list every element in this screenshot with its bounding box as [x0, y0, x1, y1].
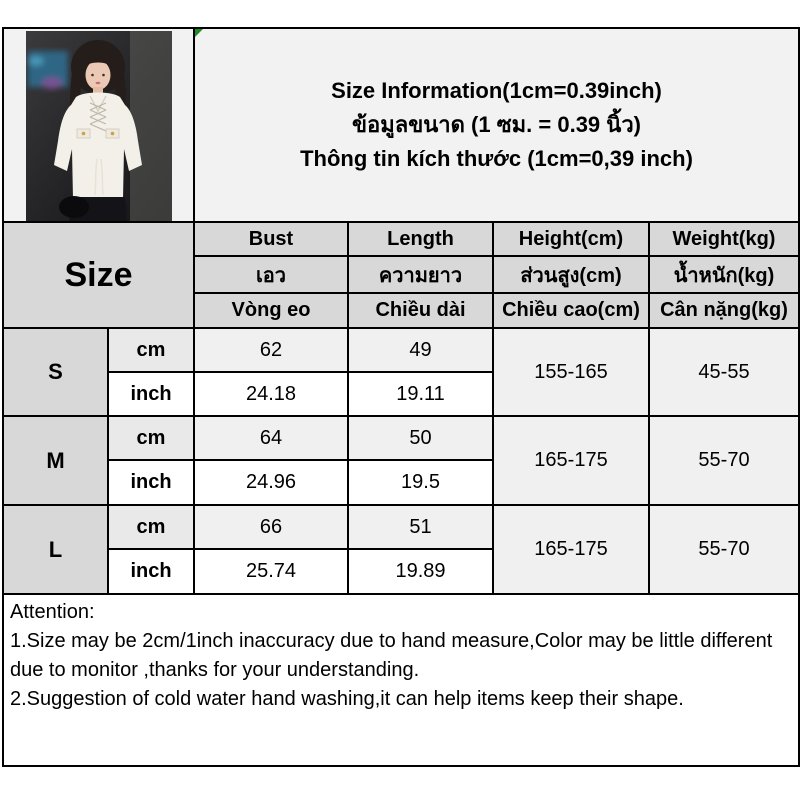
row-m-unit-cm: cm — [108, 416, 194, 460]
header-weight-en: Weight(kg) — [649, 222, 799, 256]
title-th: ข้อมูลขนาด (1 ซม. = 0.39 นิ้ว) — [351, 112, 641, 137]
row-l-weight: 55-70 — [649, 505, 799, 594]
header-weight-vi: Cân nặng(kg) — [649, 293, 799, 328]
row-s-length-cm: 49 — [348, 328, 493, 372]
product-photo — [26, 31, 172, 221]
row-m-label: M — [3, 416, 108, 505]
size-table — [2, 27, 800, 767]
size-header: Size — [3, 222, 194, 328]
header-height-th: ส่วนสูง(cm) — [493, 256, 649, 293]
row-m-length-inch: 19.5 — [348, 460, 493, 505]
row-s-weight: 45-55 — [649, 328, 799, 416]
row-m-height: 165-175 — [493, 416, 649, 505]
row-l-bust-inch: 25.74 — [194, 549, 348, 594]
product-photo-cell — [3, 28, 194, 222]
row-m-bust-cm: 64 — [194, 416, 348, 460]
row-s-unit-inch: inch — [108, 372, 194, 416]
title-en: Size Information(1cm=0.39inch) — [331, 78, 662, 103]
header-length-th: ความยาว — [348, 256, 493, 293]
header-height-vi: Chiều cao(cm) — [493, 293, 649, 328]
row-l-length-inch: 19.89 — [348, 549, 493, 594]
row-s-label: S — [3, 328, 108, 416]
row-s-length-inch: 19.11 — [348, 372, 493, 416]
row-l-length-cm: 51 — [348, 505, 493, 549]
row-m-unit-inch: inch — [108, 460, 194, 505]
attention-heading: Attention: — [10, 601, 95, 623]
row-l-unit-inch: inch — [108, 549, 194, 594]
row-m-length-cm: 50 — [348, 416, 493, 460]
header-bust-th: เอว — [194, 256, 348, 293]
header-bust-en: Bust — [194, 222, 348, 256]
header-height-en: Height(cm) — [493, 222, 649, 256]
green-triangle-icon — [195, 29, 203, 37]
row-l-unit-cm: cm — [108, 505, 194, 549]
header-length-vi: Chiều dài — [348, 293, 493, 328]
header-bust-vi: Vòng eo — [194, 293, 348, 328]
row-s-bust-cm: 62 — [194, 328, 348, 372]
row-m-weight: 55-70 — [649, 416, 799, 505]
row-l-bust-cm: 66 — [194, 505, 348, 549]
attention-line-2: 2.Suggestion of cold water hand washing,it can help items keep their shape. — [10, 688, 684, 710]
row-m-bust-inch: 24.96 — [194, 460, 348, 505]
row-s-unit-cm: cm — [108, 328, 194, 372]
row-l-height: 165-175 — [493, 505, 649, 594]
row-s-bust-inch: 24.18 — [194, 372, 348, 416]
title-vi: Thông tin kích thước (1cm=0,39 inch) — [300, 146, 693, 171]
header-weight-th: น้ำหนัก(kg) — [649, 256, 799, 293]
attention-box — [3, 594, 799, 766]
title-cell — [194, 28, 799, 222]
header-length-en: Length — [348, 222, 493, 256]
row-s-height: 155-165 — [493, 328, 649, 416]
row-l-label: L — [3, 505, 108, 594]
attention-line-1: 1.Size may be 2cm/1inch inaccuracy due to hand measure,Color may be little different due to monitor ,thanks for your understanding. — [10, 630, 773, 681]
